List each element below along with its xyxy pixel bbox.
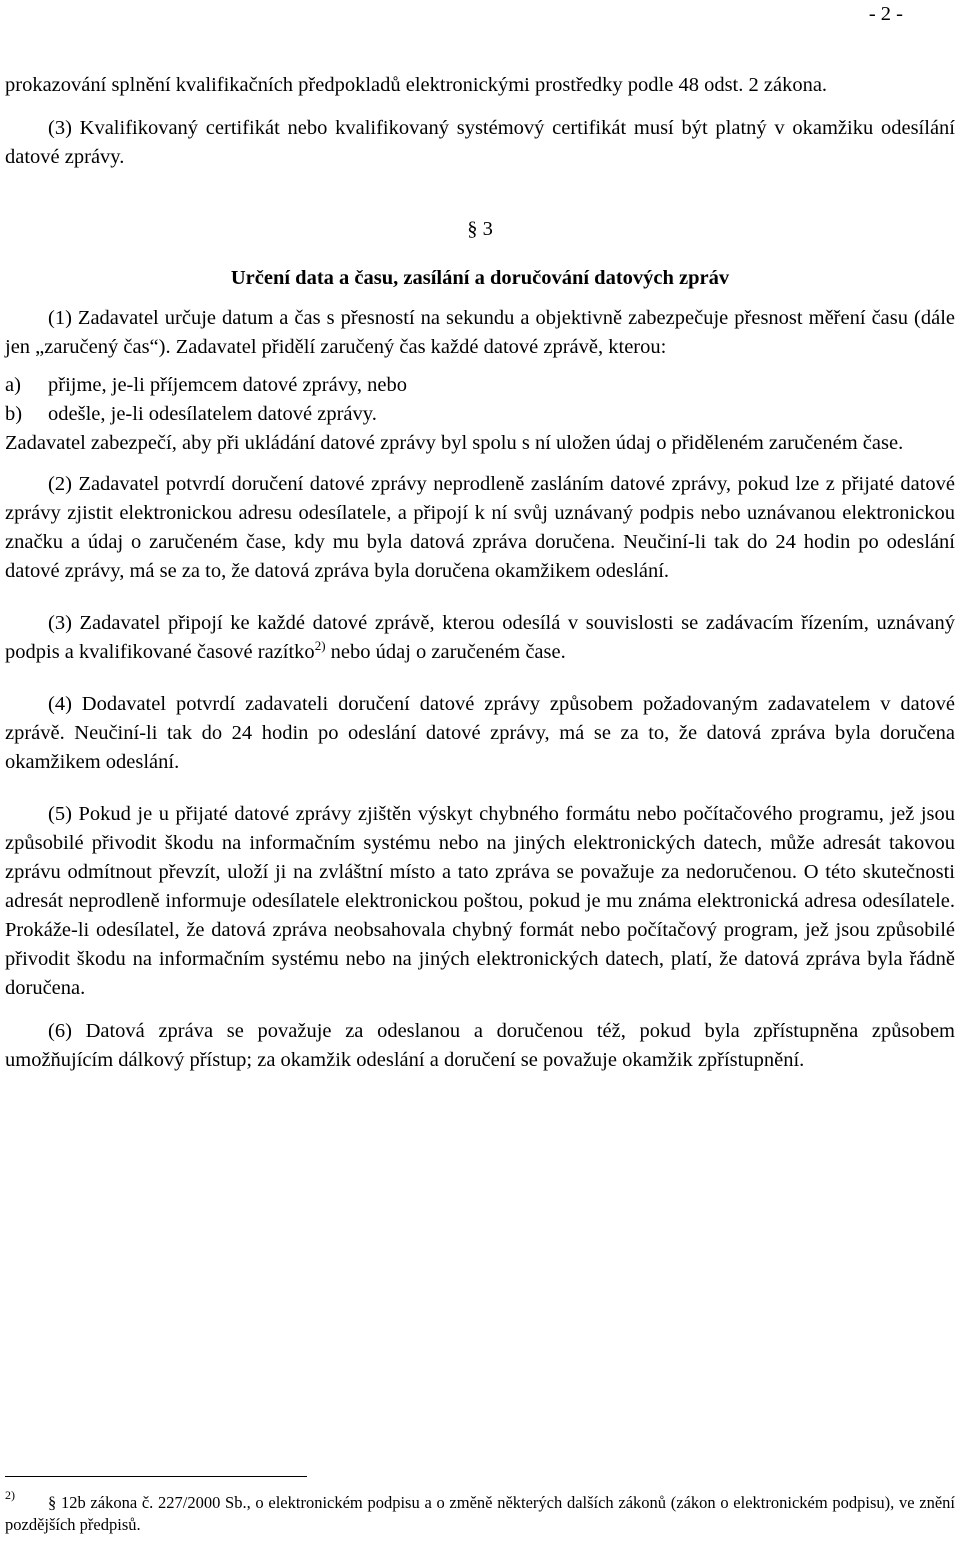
footnote-text: § 12b zákona č. 227/2000 Sb., o elektronickém podpisu a o změně některých dalších zákonů (zákon o elektronickém podpisu), ve znění pozdějších předpisů.: [5, 1493, 955, 1534]
section-title: Určení data a času, zasílání a doručování datových zpráv: [230, 267, 730, 289]
list: [5, 371, 955, 429]
footnote-mark: 2): [5, 1488, 15, 1502]
list-item-text: přijme, je-li příjemcem datové zprávy, nebo: [48, 374, 407, 396]
footnote: [5, 1488, 955, 1536]
paragraph-5: (5) Pokud je u přijaté datové zprávy zjištěn výskyt chybného formátu nebo počítačového programu, jež jsou způsobilé přivodit škodu na informačním systému nebo na jiných elektronických datech, může adresát takovou zprávu odmítnout převzít, uloží ji na zvláštní místo a tato zpráva se považuje za nedoručenou. O této skutečnosti adresát neprodleně informuje odesílatele elektronickou poštou, pokud je mu známa elektronická adresa odesílatele. Prokáže-li odesílatel, že datová zpráva neobsahovala chybný formát nebo počítačový program, jež jsou způsobilé přivodit škodu na informačním systému nebo na jiných elektronických datech, platí, že datová zpráva byla řádně doručena.: [5, 803, 955, 999]
paragraph-2: (2) Zadavatel potvrdí doručení datové zprávy neprodleně zasláním datové zprávy, pokud lze z přijaté datové zprávy zjistit elektronickou adresu odesílatele, a připojí k ní svůj uznávaný podpis nebo uznávanou elektronickou značku a údaj o zaručeném čase, kdy mu byla datová zpráva doručena. Neučiní-li tak do 24 hodin po odeslání datové zprávy, má se za to, že datová zpráva byla doručena okamžikem odeslání.: [5, 473, 955, 582]
footnote-separator: [5, 1476, 307, 1477]
paragraph-3-previous: (3) Kvalifikovaný certifikát nebo kvalifikovaný systémový certifikát musí být platný v okamžiku odesílání datové zprávy.: [5, 117, 955, 168]
paragraph-3-text: (3) Zadavatel připojí ke každé datové zprávě, kterou odesílá v souvislosti se zadávacím řízením, uznávaný podpis a kvalifikované časové razítko: [5, 612, 955, 663]
paragraph-4: (4) Dodavatel potvrdí zadavateli doručení datové zprávy způsobem požadovaným zadavatelem v datové zprávě. Neučiní-li tak do 24 hodin po odeslání datové zprávy, má se za to, že datová zpráva byla doručena okamžikem odeslání.: [5, 693, 955, 773]
page-number: - 2 -: [868, 3, 903, 25]
paragraph-3: [5, 609, 955, 667]
paragraph-6: (6) Datová zpráva se považuje za odeslanou a doručenou též, pokud byla zpřístupněna způsobem umožňujícím dálkový přístup; za okamžik odeslání a doručení se považuje okamžik zpřístupnění.: [5, 1020, 955, 1071]
paragraph-1: (1) Zadavatel určuje datum a čas s přesností na sekundu a objektivně zabezpečuje přesnost měření času (dále jen „zaručený čas“). Zadavatel přidělí zaručený čas každé datové zprávě, kterou:: [5, 307, 955, 358]
list-item: [5, 400, 955, 429]
list-item: [5, 371, 955, 400]
list-item-label: a): [5, 374, 21, 396]
list-item-text: odešle, je-li odesílatelem datové zprávy.: [48, 403, 377, 425]
document-page: [5, 0, 955, 1075]
footnote-reference: 2): [314, 638, 326, 653]
list-item-label: b): [5, 403, 23, 425]
top-paragraph: prokazování splnění kvalifikačních předpokladů elektronickými prostředky podle 48 odst. 2 zákona.: [5, 74, 828, 96]
section-number: § 3: [467, 218, 493, 240]
paragraph-1-tail: Zadavatel zabezpečí, aby při ukládání datové zprávy byl spolu s ní uložen údaj o přiděleném zaručeném čase.: [5, 432, 904, 454]
paragraph-3-text-end: nebo údaj o zaručeném čase.: [325, 641, 566, 663]
